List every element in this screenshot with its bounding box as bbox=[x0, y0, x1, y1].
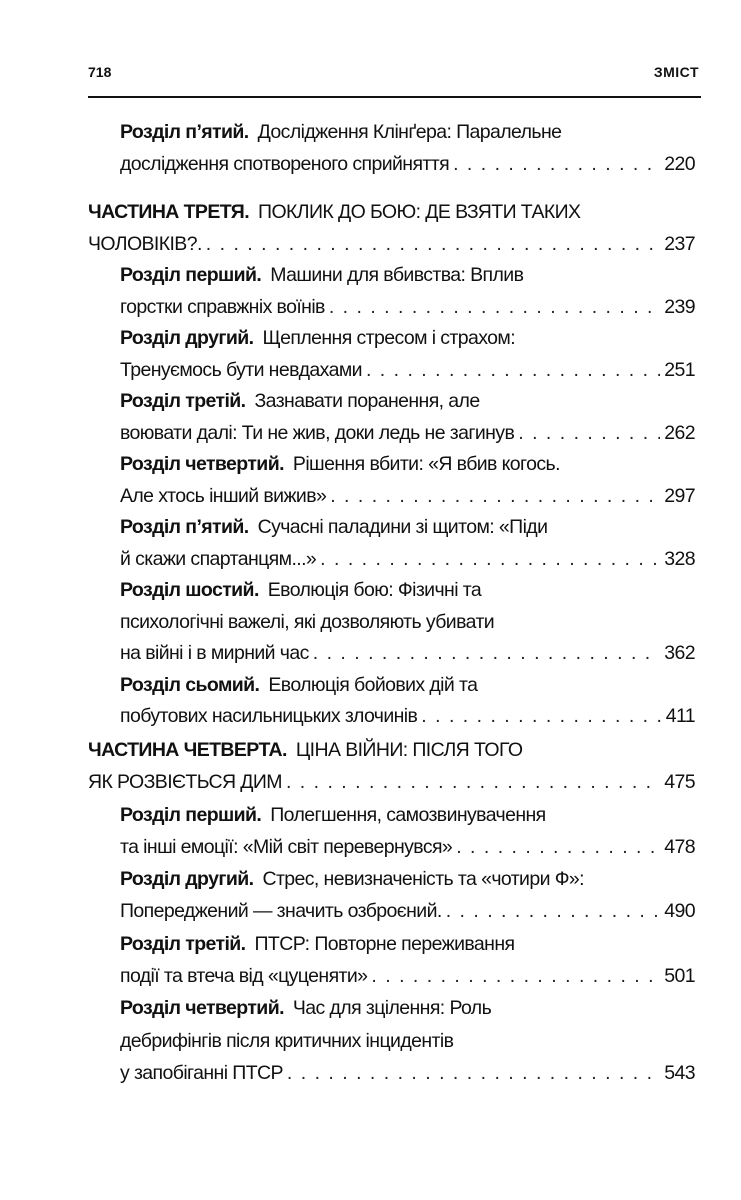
dot-leader bbox=[320, 544, 660, 576]
toc-line bbox=[88, 149, 695, 181]
toc-chapter-entry[interactable] bbox=[88, 117, 695, 180]
entry-label: Розділ шостий. bbox=[120, 579, 259, 601]
entry-label: Розділ п’ятий. bbox=[120, 516, 249, 538]
dot-leader bbox=[456, 831, 660, 863]
toc-line bbox=[88, 670, 695, 702]
toc-line bbox=[88, 292, 695, 324]
entry-title-text: дослідження спотвореного сприйняття bbox=[120, 152, 450, 175]
entry-title-text: Сучасні паладини зі щитом: «Піди bbox=[257, 516, 548, 538]
toc-line bbox=[88, 895, 695, 927]
dot-leader bbox=[330, 481, 660, 513]
toc-part-entry[interactable] bbox=[88, 197, 695, 260]
toc-line bbox=[88, 992, 695, 1024]
entry-label: Розділ другий. bbox=[120, 327, 254, 349]
toc-line bbox=[88, 418, 695, 450]
entry-title-text: у запобіганні ПТСР bbox=[120, 1061, 283, 1084]
entry-page-number[interactable]: 478 bbox=[664, 835, 695, 858]
entry-page-number[interactable]: 262 bbox=[664, 421, 695, 444]
entry-title-text: ЧОЛОВІКІВ?. bbox=[88, 232, 202, 255]
dot-leader bbox=[446, 895, 661, 927]
toc-line bbox=[88, 799, 695, 831]
toc-line bbox=[88, 701, 695, 733]
entry-page-number[interactable]: 490 bbox=[664, 900, 695, 923]
toc-line bbox=[88, 260, 695, 292]
entry-page-number[interactable]: 251 bbox=[664, 358, 695, 381]
entry-label: Розділ сьомий. bbox=[120, 673, 260, 696]
dot-leader bbox=[286, 766, 660, 798]
dot-leader bbox=[206, 229, 660, 261]
entry-title-text: воювати далі: Ти не жив, доки ледь не загинув bbox=[120, 421, 515, 444]
toc-chapter-entry[interactable] bbox=[88, 575, 695, 670]
toc-group bbox=[88, 117, 695, 180]
toc-line bbox=[88, 575, 695, 607]
dot-leader bbox=[453, 149, 660, 181]
toc-line bbox=[88, 766, 695, 798]
entry-title-text: горстки справжніх воїнів bbox=[120, 295, 325, 318]
entry-label: Розділ третій. bbox=[120, 932, 246, 955]
entry-title-text: й скажи спартанцям...» bbox=[120, 547, 317, 570]
entry-label: Розділ п’ятий. bbox=[120, 121, 249, 143]
entry-title-text: психологічні важелі, які дозволяють убивати bbox=[120, 610, 495, 633]
entry-page-number[interactable]: 475 bbox=[664, 771, 695, 794]
entry-title-text: ПОКЛИК ДО БОЮ: ДЕ ВЗЯТИ ТАКИХ bbox=[258, 201, 581, 223]
dot-leader bbox=[371, 960, 660, 992]
entry-title-text: на війні і в мирний час bbox=[120, 642, 309, 664]
toc-line bbox=[88, 197, 695, 229]
toc-line bbox=[88, 355, 695, 387]
entry-title-text: Попереджений — значить озброєний. bbox=[120, 900, 442, 923]
toc-line bbox=[88, 607, 695, 639]
toc-chapter-entry[interactable] bbox=[88, 992, 695, 1089]
entry-label: ЧАСТИНА ЧЕТВЕРТА. bbox=[88, 739, 287, 761]
toc-chapter-entry[interactable] bbox=[88, 260, 695, 323]
dot-leader bbox=[518, 418, 660, 450]
entry-title-text: події та втеча від «цуценяти» bbox=[120, 965, 368, 988]
toc-chapter-entry[interactable] bbox=[88, 386, 695, 449]
toc-line bbox=[88, 1057, 695, 1089]
dot-leader bbox=[313, 638, 661, 670]
entry-title-text: Еволюція бойових дій та bbox=[268, 673, 478, 696]
entry-title-text: Час для зцілення: Роль bbox=[292, 997, 492, 1020]
entry-title-text: Але хтось інший вижив» bbox=[120, 484, 327, 507]
toc-chapter-entry[interactable] bbox=[88, 512, 695, 575]
entry-page-number[interactable]: 239 bbox=[664, 295, 695, 318]
running-header-section: ЗМІСТ bbox=[653, 64, 699, 80]
toc-line bbox=[88, 863, 695, 895]
dot-leader bbox=[287, 1057, 660, 1089]
toc-line bbox=[88, 928, 695, 960]
toc-line bbox=[88, 544, 695, 576]
entry-title-text: Зазнавати поранення, але bbox=[254, 390, 480, 412]
dot-leader bbox=[366, 355, 660, 387]
entry-title-text: дебрифінгів після критичних інцидентів bbox=[120, 1029, 454, 1052]
toc-group bbox=[88, 197, 695, 733]
entry-title-text: Машини для вбивства: Вплив bbox=[270, 264, 524, 286]
header-rule bbox=[88, 96, 701, 98]
entry-label: Розділ другий. bbox=[120, 868, 254, 891]
toc-chapter-entry[interactable] bbox=[88, 323, 695, 386]
entry-label: Розділ перший. bbox=[120, 264, 262, 286]
entry-label: ЧАСТИНА ТРЕТЯ. bbox=[88, 201, 250, 223]
entry-label: Розділ четвертий. bbox=[120, 453, 284, 475]
entry-title-text: побутових насильницьких злочинів bbox=[120, 705, 418, 727]
entry-page-number[interactable]: 411 bbox=[665, 705, 695, 727]
toc-chapter-entry[interactable] bbox=[88, 670, 695, 733]
entry-page-number[interactable]: 297 bbox=[664, 484, 695, 507]
toc-line bbox=[88, 481, 695, 513]
toc-line bbox=[88, 386, 695, 418]
entry-page-number[interactable]: 543 bbox=[664, 1061, 695, 1084]
page-number: 718 bbox=[88, 64, 112, 80]
entry-title-text: Дослідження Клінґера: Паралельне bbox=[257, 121, 562, 143]
entry-label: Розділ перший. bbox=[120, 803, 262, 826]
toc-line bbox=[88, 734, 695, 766]
entry-page-number[interactable]: 362 bbox=[664, 642, 695, 664]
entry-title-text: Щеплення стресом і страхом: bbox=[262, 327, 516, 349]
entry-title-text: ЯК РОЗВІЄТЬСЯ ДИМ bbox=[88, 771, 282, 794]
toc-chapter-entry[interactable] bbox=[88, 449, 695, 512]
entry-title-text: Еволюція бою: Фізичні та bbox=[267, 579, 482, 601]
toc-chapter-entry[interactable] bbox=[88, 799, 695, 864]
entry-page-number[interactable]: 220 bbox=[664, 152, 695, 175]
entry-label: Розділ четвертий. bbox=[120, 997, 284, 1020]
entry-title-text: та інші емоції: «Мій світ перевернувся» bbox=[120, 835, 453, 858]
toc-line bbox=[88, 1025, 695, 1057]
entry-title-text: ПТСР: Повторне переживання bbox=[254, 932, 515, 955]
toc-group bbox=[88, 734, 695, 1089]
entry-page-number[interactable]: 237 bbox=[664, 232, 695, 255]
entry-title-text: Полегшення, самозвинувачення bbox=[270, 803, 546, 826]
entry-title-text: Тренуємось бути невдахами bbox=[120, 358, 362, 381]
entry-page-number[interactable]: 328 bbox=[664, 547, 695, 570]
toc-line bbox=[88, 229, 695, 261]
toc-line bbox=[88, 960, 695, 992]
entry-label: Розділ третій. bbox=[120, 390, 246, 412]
dot-leader bbox=[421, 701, 661, 733]
toc-chapter-entry[interactable] bbox=[88, 863, 695, 928]
entry-title-text: ЦІНА ВІЙНИ: ПІСЛЯ ТОГО bbox=[295, 739, 523, 761]
toc-line bbox=[88, 449, 695, 481]
toc-line bbox=[88, 117, 695, 149]
entry-page-number[interactable]: 501 bbox=[664, 965, 695, 988]
toc-chapter-entry[interactable] bbox=[88, 928, 695, 993]
toc-line bbox=[88, 323, 695, 355]
toc-line bbox=[88, 512, 695, 544]
entry-title-text: Рішення вбити: «Я вбив когось. bbox=[292, 453, 560, 475]
toc-line bbox=[88, 831, 695, 863]
dot-leader bbox=[329, 292, 660, 324]
entry-title-text: Стрес, невизначеність та «чотири Ф»: bbox=[262, 868, 584, 891]
toc-part-entry[interactable] bbox=[88, 734, 695, 799]
toc-line bbox=[88, 638, 695, 670]
